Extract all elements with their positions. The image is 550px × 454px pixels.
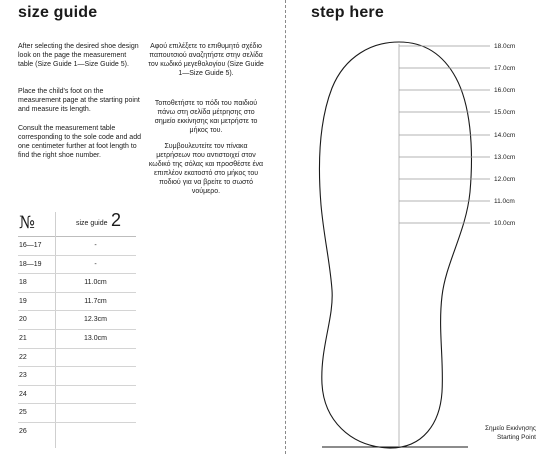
number-column-header: № bbox=[19, 213, 36, 233]
foot-length: 12.3cm bbox=[84, 316, 107, 324]
size-guide-number: 2 bbox=[111, 210, 122, 230]
instruction-en-1: After selecting the desired shoe design look on the page the measurement table (Size Guide 1—Size Guide 5). bbox=[18, 43, 139, 68]
scale-label-15cm: 15.0cm bbox=[494, 109, 516, 116]
foot-length: - bbox=[94, 242, 97, 249]
shoe-number: 19 bbox=[19, 297, 27, 305]
shoe-number: 18—19 bbox=[19, 260, 42, 268]
instruction-en-3: Consult the measurement table corresponding to the sole code and add one centimeter further at foot length to find the right shoe number. bbox=[18, 125, 141, 159]
scale-label-12cm: 12.0cm bbox=[494, 176, 516, 183]
foot-length: - bbox=[94, 260, 97, 268]
shoe-number: 26 bbox=[19, 427, 27, 435]
scale-label-14cm: 14.0cm bbox=[494, 132, 516, 139]
foot-length: 13.0cm bbox=[84, 334, 107, 342]
scale-label-11cm: 11.0cm bbox=[494, 198, 515, 205]
scale-label-16cm: 16.0cm bbox=[494, 87, 516, 94]
starting-point-label-gr: Σημείο Εκκίνησης bbox=[484, 425, 536, 432]
step-here-title: step here bbox=[311, 4, 384, 21]
foot-length: 11.0cm bbox=[84, 279, 107, 287]
shoe-number: 22 bbox=[19, 353, 27, 361]
shoe-number: 16—17 bbox=[19, 242, 42, 249]
shoe-number: 18 bbox=[19, 279, 27, 287]
scale-label-13cm: 13.0cm bbox=[494, 154, 516, 161]
foot-outline bbox=[319, 42, 471, 448]
shoe-number: 24 bbox=[19, 390, 27, 398]
size-guide-column-header: size guide bbox=[76, 220, 108, 227]
shoe-number: 20 bbox=[19, 316, 27, 324]
instruction-gr-2: Τοποθετήστε το πόδι του παιδιού πάνω στη σελίδα μέτρησης στο σημείο εκκίνησης και μετρήστε το μήκος του. bbox=[154, 100, 258, 134]
shoe-number: 21 bbox=[19, 334, 27, 342]
shoe-number: 23 bbox=[19, 372, 27, 380]
scale-label-17cm: 17.0cm bbox=[494, 65, 516, 72]
scale-label-18cm: 18.0cm bbox=[494, 43, 516, 50]
scale-label-10cm: 10.0cm bbox=[494, 220, 516, 227]
shoe-number: 25 bbox=[19, 409, 27, 417]
size-guide-title: size guide bbox=[18, 4, 98, 21]
starting-point-label-en: Starting Point bbox=[496, 434, 536, 441]
instruction-gr-3: Συμβουλευτείτε τον πίνακα μετρήσεων που αντιστοιχεί στον κωδικό της σόλας και προσθέστε ένα επιπλέον εκατοστό στο μήκος του ποδιού για να βρείτε το σωστό νούμερο. bbox=[148, 143, 264, 195]
foot-length: 11.7cm bbox=[84, 297, 107, 305]
instruction-en-2: Place the child's foot on the measurement page at the starting point and measure its length. bbox=[18, 88, 140, 113]
instruction-gr-1: Αφού επιλέξετε το επιθυμητό σχέδιο παπουτσιού αναζητήστε στην σελίδα τον κωδικό μεγεθολογίου (Size Guide 1—Size Guide 5). bbox=[148, 43, 264, 77]
scale-ticks bbox=[399, 46, 490, 223]
